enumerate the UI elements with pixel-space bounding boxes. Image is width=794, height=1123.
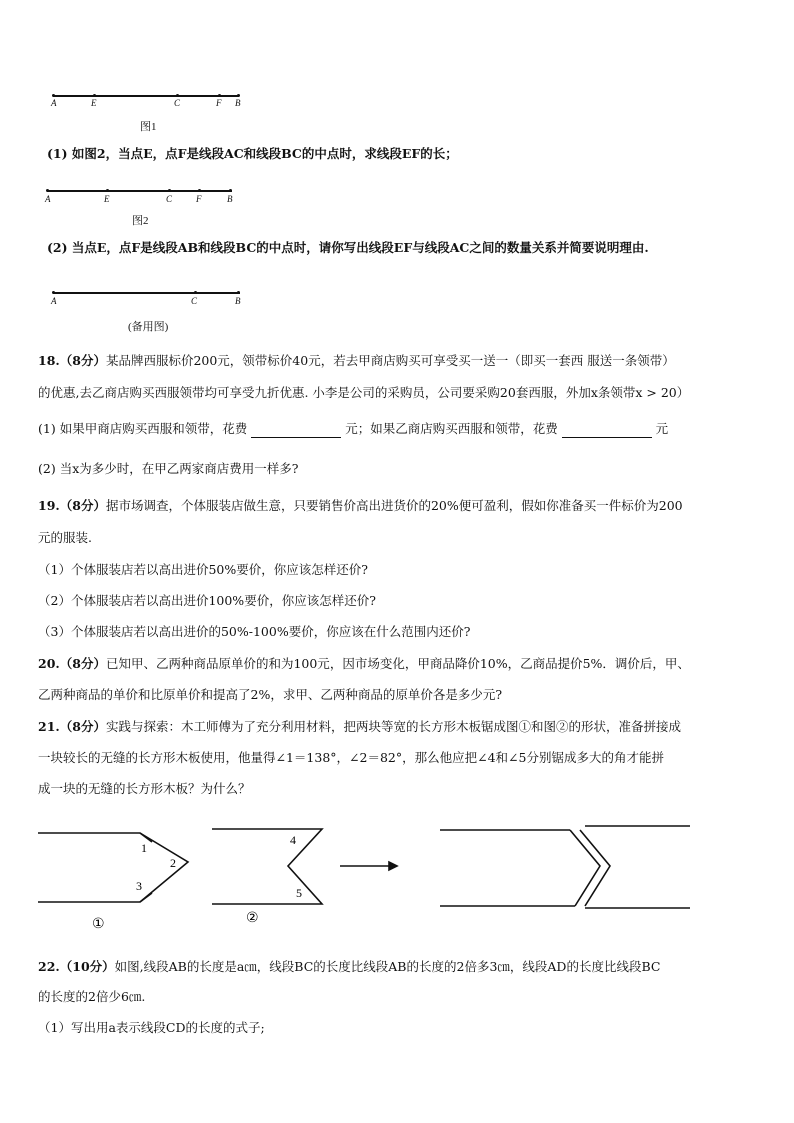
- label-c: C: [166, 194, 173, 204]
- q21-line3: 成一块的无缝的长方形木板？为什么？: [38, 781, 251, 796]
- q19-part2: （2）个体服装店若以高出进价100%要价，你应该怎样还价?: [38, 593, 376, 608]
- figure-caption-2: ②: [246, 910, 259, 926]
- point-e: [106, 189, 109, 192]
- point-c: [168, 189, 171, 192]
- label-f: F: [196, 194, 202, 204]
- q18-line2: 的优惠,去乙商店购买西服领带均可享受九折优惠. 小李是公司的采购员，公司要采购20套西服，外加x条领带x > 20）: [38, 385, 690, 400]
- label-e: E: [91, 98, 97, 108]
- arrow-icon: [340, 862, 397, 870]
- angle-3-label: 3: [136, 879, 142, 893]
- point-b: [237, 291, 240, 294]
- q17-part1: [47, 145, 458, 163]
- q19-line1: 19.（8分）据市场调查，个体服装店做生意，只要销售价高出进货价的20%便可盈利，假如你准备买一件标价为200: [38, 498, 683, 513]
- q18-head: 18.（8分）: [38, 353, 106, 368]
- label-b: B: [235, 98, 241, 108]
- q18-part2: (2) 当x为多少时，在甲乙两家商店费用一样多?: [38, 461, 299, 476]
- q21-line1: 21.（8分）实践与探索：木工师傅为了充分利用材料，把两块等宽的长方形木板锯成图①和图②的形状，准备拼接成: [38, 719, 681, 734]
- q22-line2: 的长度的2倍少6㎝.: [38, 989, 146, 1004]
- point-f: [198, 189, 201, 192]
- segment-ab-fig3: [53, 292, 240, 294]
- figure-caption-1: ①: [92, 916, 105, 932]
- point-f: [218, 94, 221, 97]
- q20-line2: 乙两种商品的单价和比原单价和提高了2%，求甲、乙两种商品的原单价各是多少元?: [38, 687, 503, 702]
- q17-part2-text: 当点E，点F是线段AB和线段BC的中点时，请你写出线段EF与线段AC之间的数量关系并简要说明理由.: [71, 240, 649, 255]
- board-2: [212, 829, 322, 904]
- point-c: [176, 94, 179, 97]
- point-b: [237, 94, 240, 97]
- label-a: A: [51, 296, 57, 306]
- q18-answer-blank-1[interactable]: [251, 423, 341, 438]
- point-a: [52, 291, 55, 294]
- point-b: [229, 189, 232, 192]
- q19-head: 19.（8分）: [38, 498, 106, 513]
- q21-figure: [0, 820, 794, 970]
- q19-line2: 元的服装.: [38, 530, 92, 545]
- q17-part1-text: 如图2，当点E，点F是线段AC和线段BC的中点时，求线段EF的长；: [71, 146, 458, 161]
- q19-part3: （3）个体服装店若以高出进价的50%-100%要价，你应该在什么范围内还价?: [38, 624, 471, 639]
- segment-ab-fig1: [53, 95, 239, 97]
- point-a: [52, 94, 55, 97]
- q18-part1: (1) 如果甲商店购买西服和领带，花费 元；如果乙商店购买西服和领带，花费 元: [38, 421, 669, 436]
- q17-part2: [47, 239, 649, 257]
- label-e: E: [104, 194, 110, 204]
- board-1: [38, 833, 188, 902]
- angle-1-label: 1: [141, 841, 147, 855]
- label-b: B: [227, 194, 233, 204]
- q22-head: 22.（10分）: [38, 959, 115, 974]
- figure-1-caption: 图1: [140, 121, 157, 133]
- point-c: [194, 291, 197, 294]
- figure-2-caption: 图2: [132, 215, 149, 227]
- label-f: F: [216, 98, 222, 108]
- q20-line1: 20.（8分）已知甲、乙两种商品原单价的和为100元，因市场变化，甲商品降价10%，乙商品提价5%．调价后，甲、: [38, 656, 690, 671]
- q22-part1: （1）写出用a表示线段CD的长度的式子;: [38, 1020, 265, 1035]
- point-a: [46, 189, 49, 192]
- q21-line2: 一块较长的无缝的长方形木板使用，他量得∠1＝138°，∠2＝82°，那么他应把∠4和∠5分别锯成多大的角才能拼: [38, 750, 664, 765]
- figure-3-caption: (备用图): [128, 321, 169, 333]
- point-e: [93, 94, 96, 97]
- q20-head: 20.（8分）: [38, 656, 106, 671]
- q22-line1: 22.（10分）如图,线段AB的长度是a㎝，线段BC的长度比线段AB的长度的2倍多3㎝，线段AD的长度比线段BC: [38, 959, 661, 974]
- q17-part2-num: (2): [47, 240, 68, 255]
- joined-board: [440, 826, 690, 908]
- angle-2-label: 2: [170, 856, 176, 870]
- label-a: A: [51, 98, 57, 108]
- angle-4-label: 4: [290, 833, 296, 847]
- label-c: C: [191, 296, 198, 306]
- label-c: C: [174, 98, 181, 108]
- angle-5-label: 5: [296, 886, 302, 900]
- label-b: B: [235, 296, 241, 306]
- label-a: A: [45, 194, 51, 204]
- q19-part1: （1）个体服装店若以高出进价50%要价，你应该怎样还价?: [38, 562, 368, 577]
- q18-answer-blank-2[interactable]: [562, 423, 652, 438]
- q21-head: 21.（8分）: [38, 719, 106, 734]
- q18-line1: 18.（8分）某品牌西服标价200元，领带标价40元，若去甲商店购买可享受买一送一（即买一套西 服送一条领带）: [38, 353, 675, 368]
- q17-part1-num: (1): [47, 146, 68, 161]
- segment-ab-fig2: [47, 190, 232, 192]
